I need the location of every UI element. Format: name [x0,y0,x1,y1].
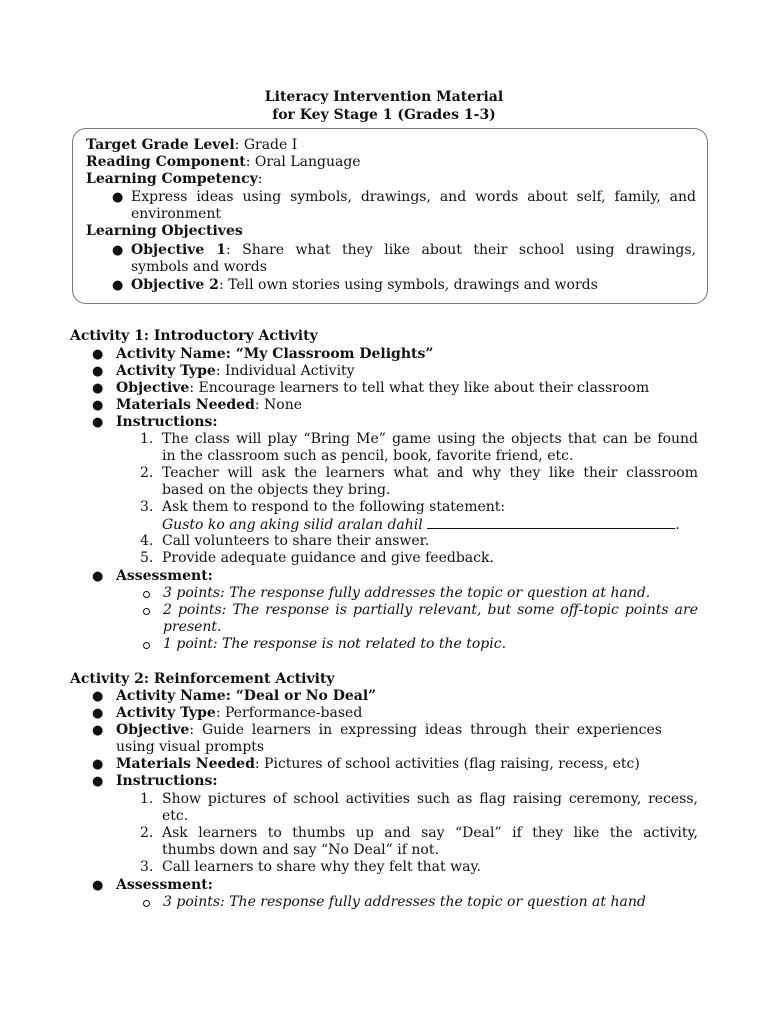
a1-name-label: Activity Name [116,346,226,362]
objective1-line1 [131,242,696,259]
a2-step-number: 1. [140,791,154,807]
a1-step3-line1: Ask them to respond to the following statement: [162,499,506,515]
a2-objective-line2: using visual prompts [116,739,265,755]
objective2-label: Objective 2 [131,277,219,293]
a1-step1-line2: in the classroom such as pencil, book, favorite friend, etc. [162,448,574,464]
bullet-icon: ● [92,398,104,413]
learning-competency-label: Learning Competency [86,171,258,187]
circle-bullet-icon [143,608,150,615]
a1-materials-value: : None [254,397,303,413]
a1-instructions-colon: : [212,414,218,430]
a2-assessment-label: Assessment [116,877,208,893]
a1-assessment-colon: : [207,568,213,584]
a2-step-number: 3. [140,859,154,875]
a2-name-label: Activity Name [116,688,226,704]
a1-step5: Provide adequate guidance and give feedback. [162,550,494,566]
bullet-icon: ● [92,415,104,430]
a1-materials-label: Materials Needed [116,397,255,413]
a1-step3-line2 [162,516,680,534]
circle-bullet-icon [143,591,150,598]
a1-objective [116,380,649,397]
a1-step-number: 4. [140,533,154,549]
a1-type-label: Activity Type [116,363,216,379]
target-grade-line [86,137,297,154]
a2-step2-line1: Ask learners to thumbs up and say “Deal” if they like the activity, [162,825,698,841]
bullet-icon: ● [112,278,124,293]
a2-activity-name [116,688,376,705]
a2-step3: Call learners to share why they felt that way. [162,859,481,875]
objective2-text: : Tell own stories using symbols, drawings and words [218,277,598,293]
a1-materials [116,397,302,414]
a1-step4: Call volunteers to share their answer. [162,533,430,549]
a1-sentence-period: . [675,517,680,533]
a2-type-label: Activity Type [116,705,216,721]
a2-activity-type [116,705,362,722]
a1-step-number: 2. [140,465,154,481]
competency-item-line2: environment [131,206,222,222]
bullet-icon: ● [92,569,104,584]
a1-assess2-line2: present. [163,619,222,635]
circle-bullet-icon [143,642,150,649]
a1-step1-line1: The class will play “Bring Me” game using the objects that can be found [162,431,698,447]
a1-step-number: 3. [140,499,154,515]
fill-in-blank [427,516,675,529]
document-title-line1: Literacy Intervention Material [264,89,504,105]
bullet-icon: ● [92,774,104,789]
activity2-heading: Activity 2: Reinforcement Activity [70,671,335,687]
a1-assessment [116,568,213,585]
a2-instructions-label: Instructions [116,773,213,789]
a2-materials-label: Materials Needed [116,756,255,772]
a1-objective-label: Objective [116,380,190,396]
a1-assess2-line1: 2 points: The response is partially relevant, but some off-topic points are [163,602,698,618]
bullet-icon: ● [92,689,104,704]
learning-objectives-label: Learning Objectives [86,223,243,239]
a2-type-value: : Performance-based [215,705,363,721]
a2-assessment-colon: : [207,877,213,893]
objective1-text: : Share what they like about their school using drawings, [225,242,696,258]
a1-step2-line2: based on the objects they bring. [162,482,391,498]
bullet-icon: ● [112,243,124,258]
a2-instructions-colon: : [212,773,218,789]
a1-type-value: : Individual Activity [215,363,355,379]
learning-competency-line [86,171,262,188]
a1-objective-value: : Encourage learners to tell what they like about their classroom [189,380,650,396]
learning-competency-colon: : [257,171,263,187]
a1-assessment-label: Assessment [116,568,208,584]
bullet-icon: ● [92,347,104,362]
bullet-icon: ● [92,364,104,379]
objective1-label: Objective 1 [131,242,226,258]
circle-bullet-icon [143,900,150,907]
bullet-icon: ● [92,878,104,893]
a2-materials [116,756,640,773]
a1-instructions [116,414,218,431]
objective1-line2: symbols and words [131,259,267,275]
a2-objective-value: : Guide learners in expressing ideas through their experiences [189,722,662,738]
a2-step1-line1: Show pictures of school activities such as flag raising ceremony, recess, [162,791,698,807]
document-title-line2: for Key Stage 1 (Grades 1-3) [272,107,496,123]
a1-activity-type [116,363,355,380]
bullet-icon: ● [92,706,104,721]
a2-name-value: : “Deal or No Deal” [225,688,377,704]
a2-step2-line2: thumbs down and say “No Deal” if not. [162,842,439,858]
a1-sentence-prompt: Gusto ko ang aking silid aralan dahil [162,517,423,533]
a1-step-number: 1. [140,431,154,447]
target-grade-value: : Grade I [234,137,298,153]
a1-activity-name [116,346,433,363]
a1-step2-line1: Teacher will ask the learners what and why they like their classroom [162,465,698,481]
a2-step1-line2: etc. [162,808,189,824]
target-grade-label: Target Grade Level [86,137,235,153]
activity1-heading: Activity 1: Introductory Activity [70,328,318,344]
competency-item-line1: Express ideas using symbols, drawings, and words about self, family, and [131,189,696,205]
a1-name-value: : “My Classroom Delights” [225,346,434,362]
a2-assessment [116,877,213,894]
a2-step-number: 2. [140,825,154,841]
a2-instructions [116,773,218,790]
a1-assess1: 3 points: The response fully addresses the topic or question at hand. [163,585,651,601]
a2-materials-value: : Pictures of school activities (flag raising, recess, etc) [254,756,640,772]
reading-component-line [86,154,361,171]
objective2-line [131,277,598,294]
a1-step-number: 5. [140,550,154,566]
a2-objective-label: Objective [116,722,190,738]
bullet-icon: ● [92,757,104,772]
reading-component-label: Reading Component [86,154,246,170]
a2-objective-line1 [116,722,662,739]
a1-instructions-label: Instructions [116,414,213,430]
reading-component-value: : Oral Language [245,154,361,170]
bullet-icon: ● [92,723,104,738]
a2-assess1: 3 points: The response fully addresses the topic or question at hand [163,894,646,910]
a1-assess3: 1 point: The response is not related to the topic. [163,636,507,652]
bullet-icon: ● [92,381,104,396]
bullet-icon: ● [112,190,124,205]
